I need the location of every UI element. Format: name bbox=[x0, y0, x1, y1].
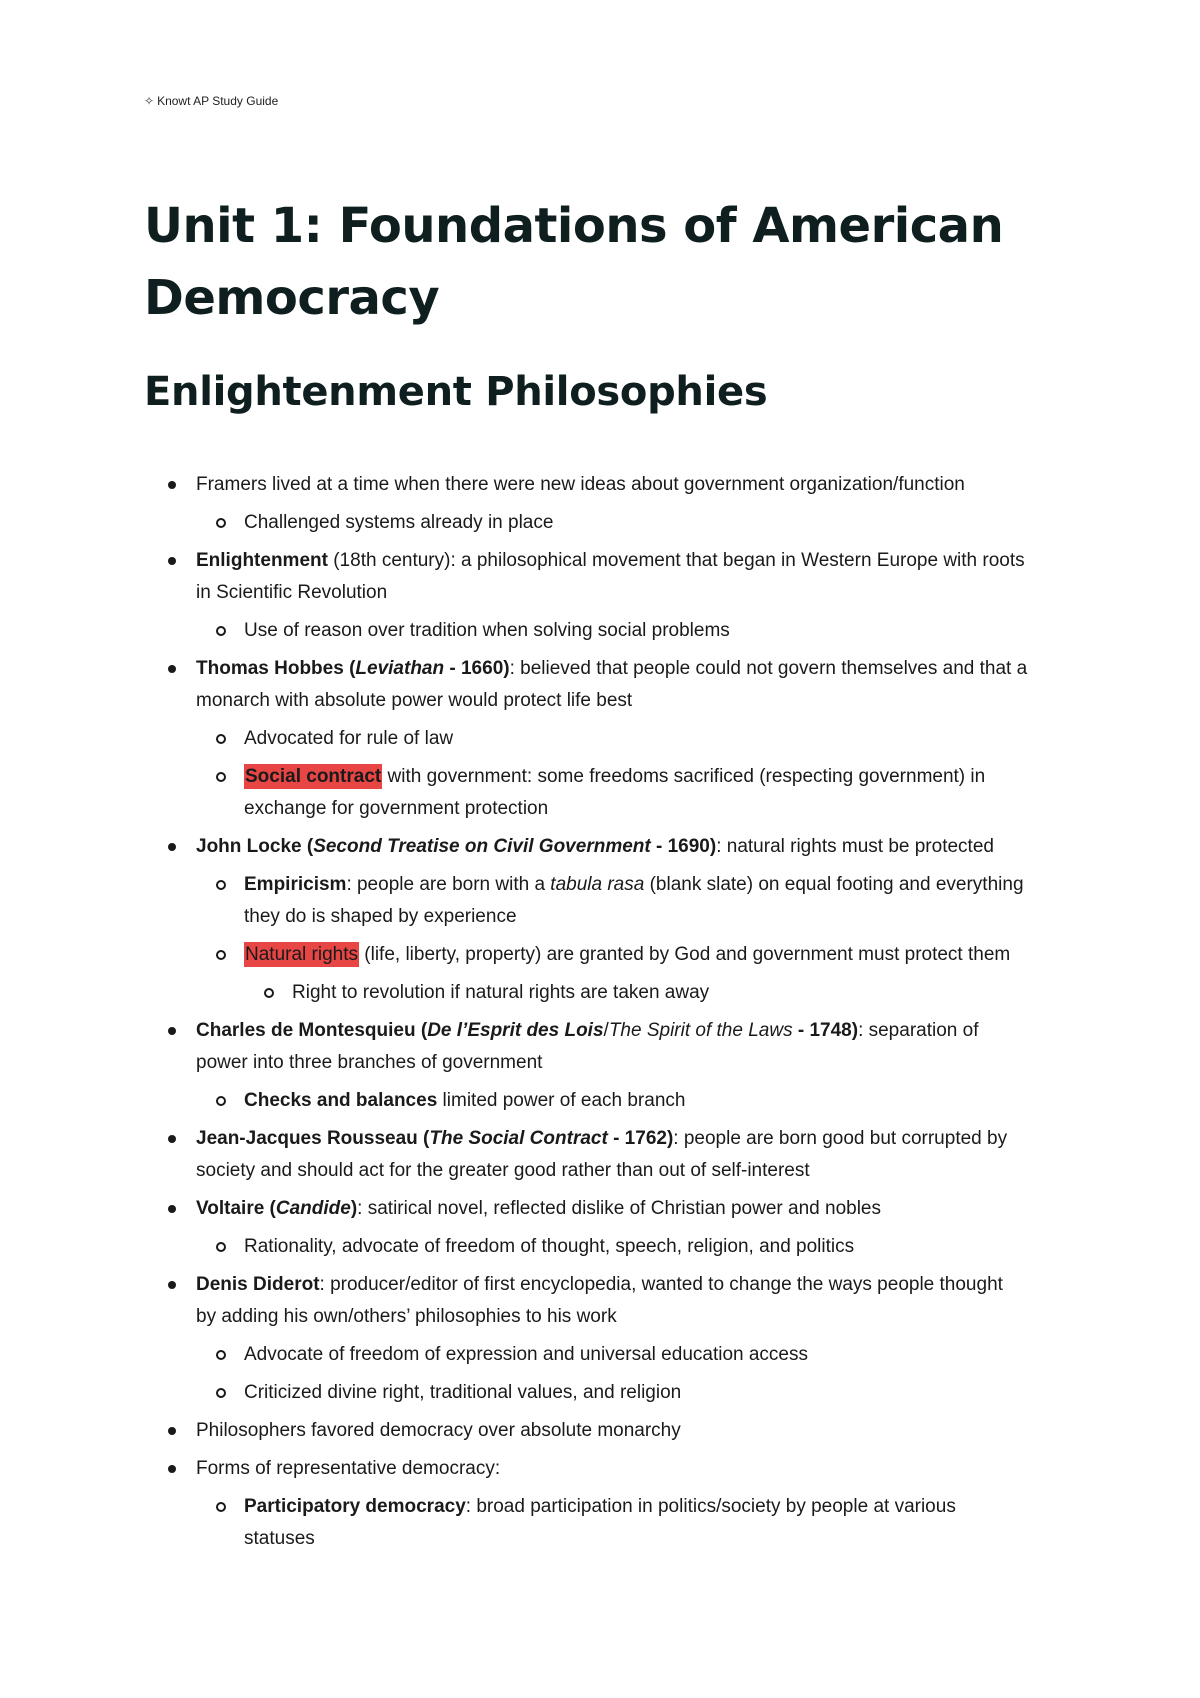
notes-content bbox=[168, 469, 1028, 1561]
page-title: Unit 1: Foundations of American Democracy bbox=[144, 198, 1004, 326]
list-item-philosophers: Philosophers favored democracy over absolute monarchy bbox=[168, 1415, 1028, 1447]
page-header bbox=[144, 94, 278, 108]
sparkle-icon: ✧ bbox=[144, 94, 155, 108]
list-item-forms: Forms of representative democracy: Participatory democracy: broad participation in politics/society by people at various statuses bbox=[168, 1453, 1028, 1555]
highlighted-term: Social contract bbox=[245, 766, 382, 787]
sub-item: Checks and balances limited power of each branch bbox=[216, 1085, 1028, 1117]
sub-item: Use of reason over tradition when solving social problems bbox=[216, 615, 1028, 647]
list-item-locke: John Locke (Second Treatise on Civil Government - 1690): natural rights must be protected Empiricism: people are born with a tabula rasa (blank slate) on equal footing and everything they do is shaped by experience Natural rights (life, liberty, property) are granted by God and government must protect them Right to revolution if natural rights are taken away bbox=[168, 831, 1028, 1009]
list-item-montesquieu: Charles de Montesquieu (De l’Esprit des Lois/The Spirit of the Laws - 1748): separation of power into three branches of government Checks and balances limited power of each branch bbox=[168, 1015, 1028, 1117]
header-text: Knowt AP Study Guide bbox=[157, 94, 279, 108]
sub-item: Challenged systems already in place bbox=[216, 507, 1028, 539]
list-item-enlightenment: Enlightenment (18th century): a philosophical movement that began in Western Europe with roots in Scientific Revolution Use of reason over tradition when solving social problems bbox=[168, 545, 1028, 647]
highlighted-term: Natural rights bbox=[245, 944, 358, 965]
term: Enlightenment bbox=[196, 550, 328, 571]
sub-item: Advocate of freedom of expression and universal education access bbox=[216, 1339, 1028, 1371]
sub-item: Rationality, advocate of freedom of thought, speech, religion, and politics bbox=[216, 1231, 1028, 1263]
list-item-diderot: Denis Diderot: producer/editor of first encyclopedia, wanted to change the ways people thought by adding his own/others’ philosophies to his work Advocate of freedom of expression and universal education access Criticized divine right, traditional values, and religion bbox=[168, 1269, 1028, 1409]
sub-item: Empiricism: people are born with a tabula rasa (blank slate) on equal footing and everything they do is shaped by experience bbox=[216, 869, 1028, 933]
sub-item: Participatory democracy: broad participation in politics/society by people at various statuses bbox=[216, 1491, 1028, 1555]
sub-item: Natural rights (life, liberty, property) are granted by God and government must protect them Right to revolution if natural rights are taken away bbox=[216, 939, 1028, 1009]
sub-item: Criticized divine right, traditional values, and religion bbox=[216, 1377, 1028, 1409]
list-item-rousseau: Jean-Jacques Rousseau (The Social Contract - 1762): people are born good but corrupted by society and should act for the greater good rather than out of self-interest bbox=[168, 1123, 1028, 1187]
list-item-framers: Framers lived at a time when there were new ideas about government organization/function Challenged systems already in place bbox=[168, 469, 1028, 539]
sub-sub-item: Right to revolution if natural rights are taken away bbox=[264, 977, 1028, 1009]
sub-item: Social contract with government: some freedoms sacrificed (respecting government) in exchange for government protection bbox=[216, 761, 1028, 825]
sub-item: Advocated for rule of law bbox=[216, 723, 1028, 755]
list-item-hobbes: Thomas Hobbes (Leviathan - 1660): believed that people could not govern themselves and that a monarch with absolute power would protect life best Advocated for rule of law Social contract with government: some freedoms sacrificed (respecting government) in exchange for government protection bbox=[168, 653, 1028, 825]
list-item-voltaire: Voltaire (Candide): satirical novel, reflected dislike of Christian power and nobles Rationality, advocate of freedom of thought, speech, religion, and politics bbox=[168, 1193, 1028, 1263]
section-heading: Enlightenment Philosophies bbox=[144, 369, 768, 415]
bullet-list bbox=[168, 469, 1028, 1555]
